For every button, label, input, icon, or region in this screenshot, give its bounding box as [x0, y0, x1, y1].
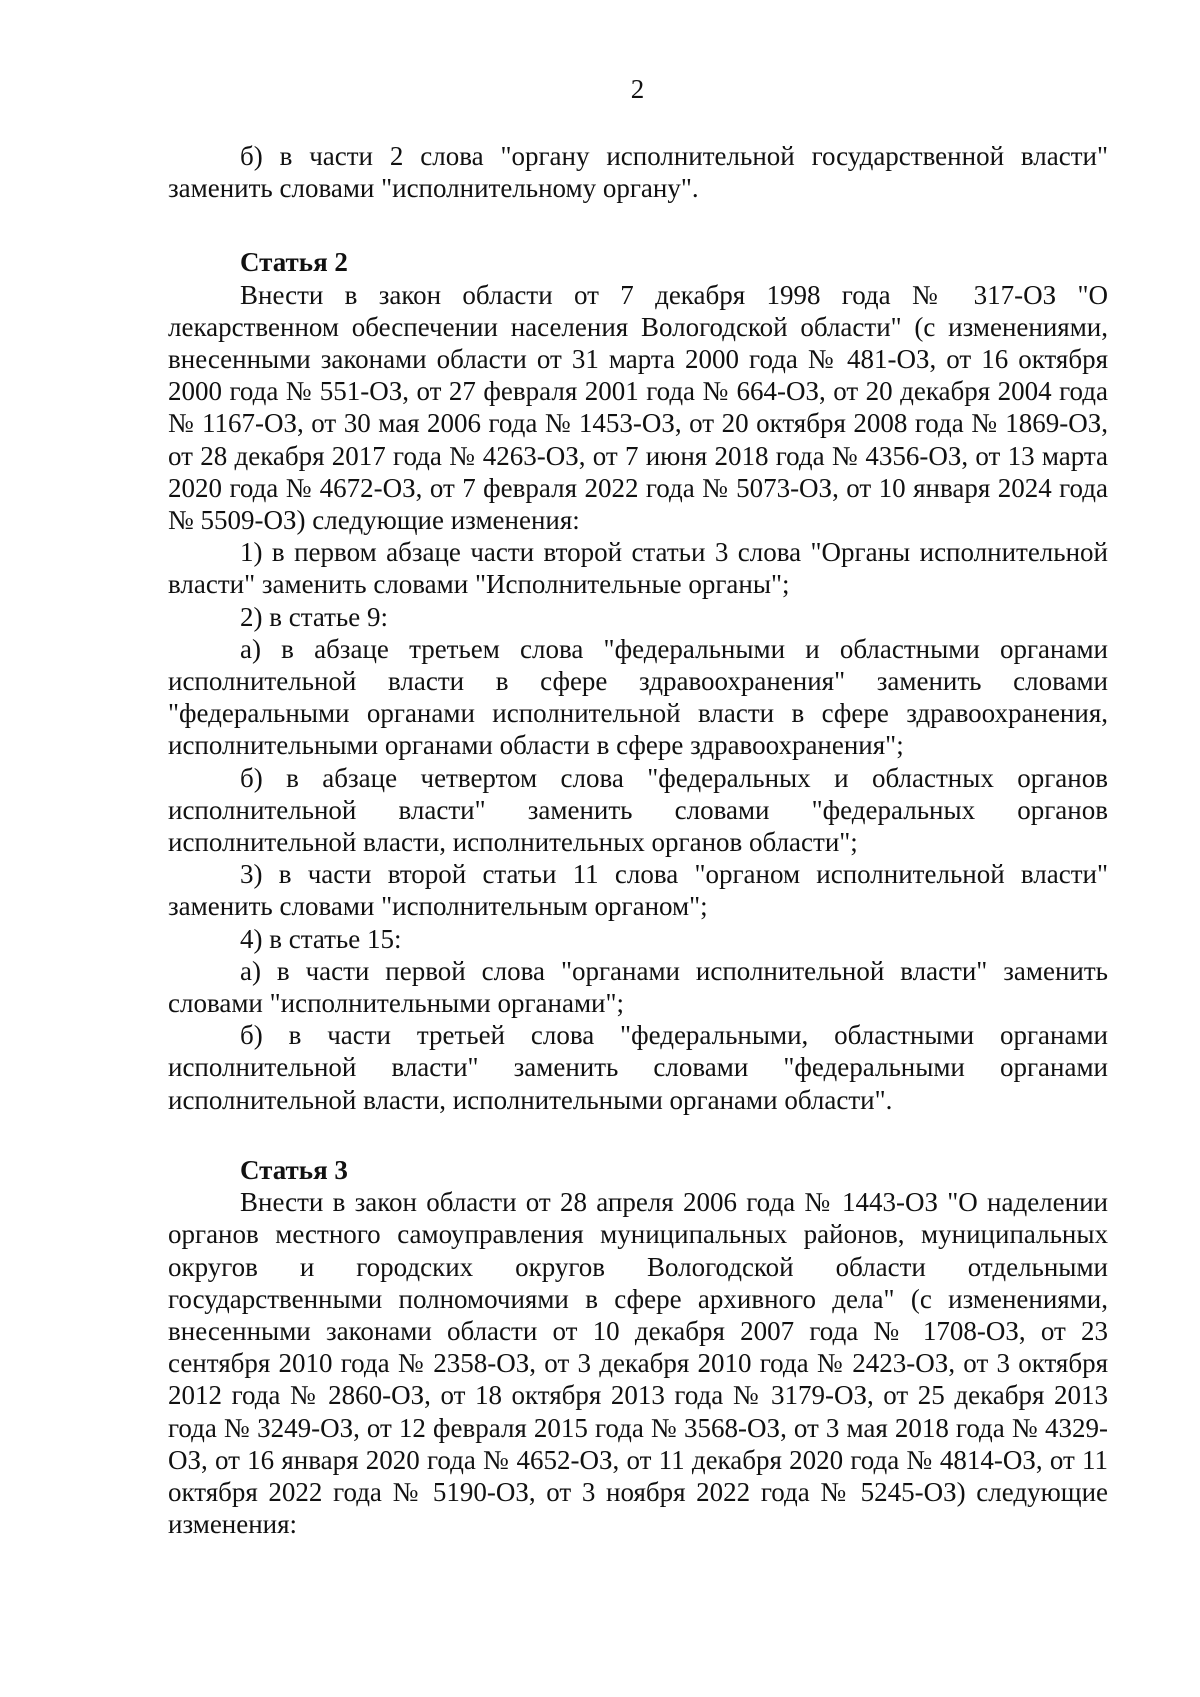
spacer: [168, 1116, 1108, 1154]
article-2-paragraph: а) в части первой слова "органами исполнительной власти" заменить словами "исполнительными органами";: [168, 955, 1108, 1019]
article-3: [168, 1154, 1108, 1540]
article-2-paragraph: б) в абзаце четвертом слова "федеральных и областных органов исполнительной власти" заменить словами "федеральных органов исполнительной власти, исполнительных органов области";: [168, 762, 1108, 858]
article-2-paragraph: 2) в статье 9:: [240, 601, 388, 632]
article-2-paragraph: 3) в части второй статьи 11 слова "органом исполнительной власти" заменить словами "исполнительным органом";: [168, 859, 1108, 922]
article-2-paragraph: 1) в первом абзаце части второй статьи 3 слова "Органы исполнительной власти" заменить словами "Исполнительные органы";: [168, 537, 1108, 600]
article-2-heading: Статья 2: [240, 247, 348, 278]
article-3-paragraph: Внести в закон области от 28 апреля 2006 года № 1443-ОЗ "О наделении органов местного самоуправления муниципальных районов, муниципальных округов и городских округов Вологодской области отдельными государственными полномочиями в сфере архивного дела" (с изменениями, внесенными законами области от 10 декабря 2007 года № 1708-ОЗ, от 23 сентября 2010 года № 2358-ОЗ, от 3 декабря 2010 года № 2423-ОЗ, от 3 октября 2012 года № 2860-ОЗ, от 18 октября 2013 года № 3179-ОЗ, от 25 декабря 2013 года № 3249-ОЗ, от 12 февраля 2015 года № 3568-ОЗ, от 3 мая 2018 года № 4329-ОЗ, от 16 января 2020 года № 4652-ОЗ, от 11 декабря 2020 года № 4814-ОЗ, от 11 октября 2022 года № 5190-ОЗ, от 3 ноября 2022 года № 5245-ОЗ) следующие изменения:: [168, 1187, 1108, 1540]
article-2-paragraph: а) в абзаце третьем слова "федеральными и областными органами исполнительной власти в сфере здравоохранения" заменить словами "федеральными органами исполнительной власти в сфере здравоохранения, исполнительными органами области в сфере здравоохранения";: [168, 633, 1108, 761]
document-body: [168, 140, 1108, 1540]
spacer: [168, 204, 1108, 246]
intro-paragraph: б) в части 2 слова "органу исполнительной государственной власти" заменить словами "исполнительному органу".: [168, 141, 1108, 204]
article-2-paragraph: Внести в закон области от 7 декабря 1998 года № 317-ОЗ "О лекарственном обеспечении населения Вологодской области" (с изменениями, внесенными законами области от 31 марта 2000 года № 481-ОЗ, от 16 октября 2000 года № 551-ОЗ, от 27 февраля 2001 года № 664-ОЗ, от 20 декабря 2004 года № 1167-ОЗ, от 30 мая 2006 года № 1453-ОЗ, от 20 октября 2008 года № 1869-ОЗ, от 28 декабря 2017 года № 4263-ОЗ, от 7 июня 2018 года № 4356-ОЗ, от 13 марта 2020 года № 4672-ОЗ, от 7 февраля 2022 года № 5073-ОЗ, от 10 января 2024 года № 5509-ОЗ) следующие изменения:: [168, 279, 1108, 536]
page-number: 2: [630, 74, 645, 104]
article-3-heading: Статья 3: [240, 1154, 348, 1185]
article-2: [168, 246, 1108, 1115]
article-2-paragraph: б) в части третьей слова "федеральными, областными органами исполнительной власти" заменить словами "федеральными органами исполнительной власти, исполнительными органами области".: [168, 1020, 1108, 1115]
article-2-paragraph: 4) в статье 15:: [240, 923, 402, 954]
